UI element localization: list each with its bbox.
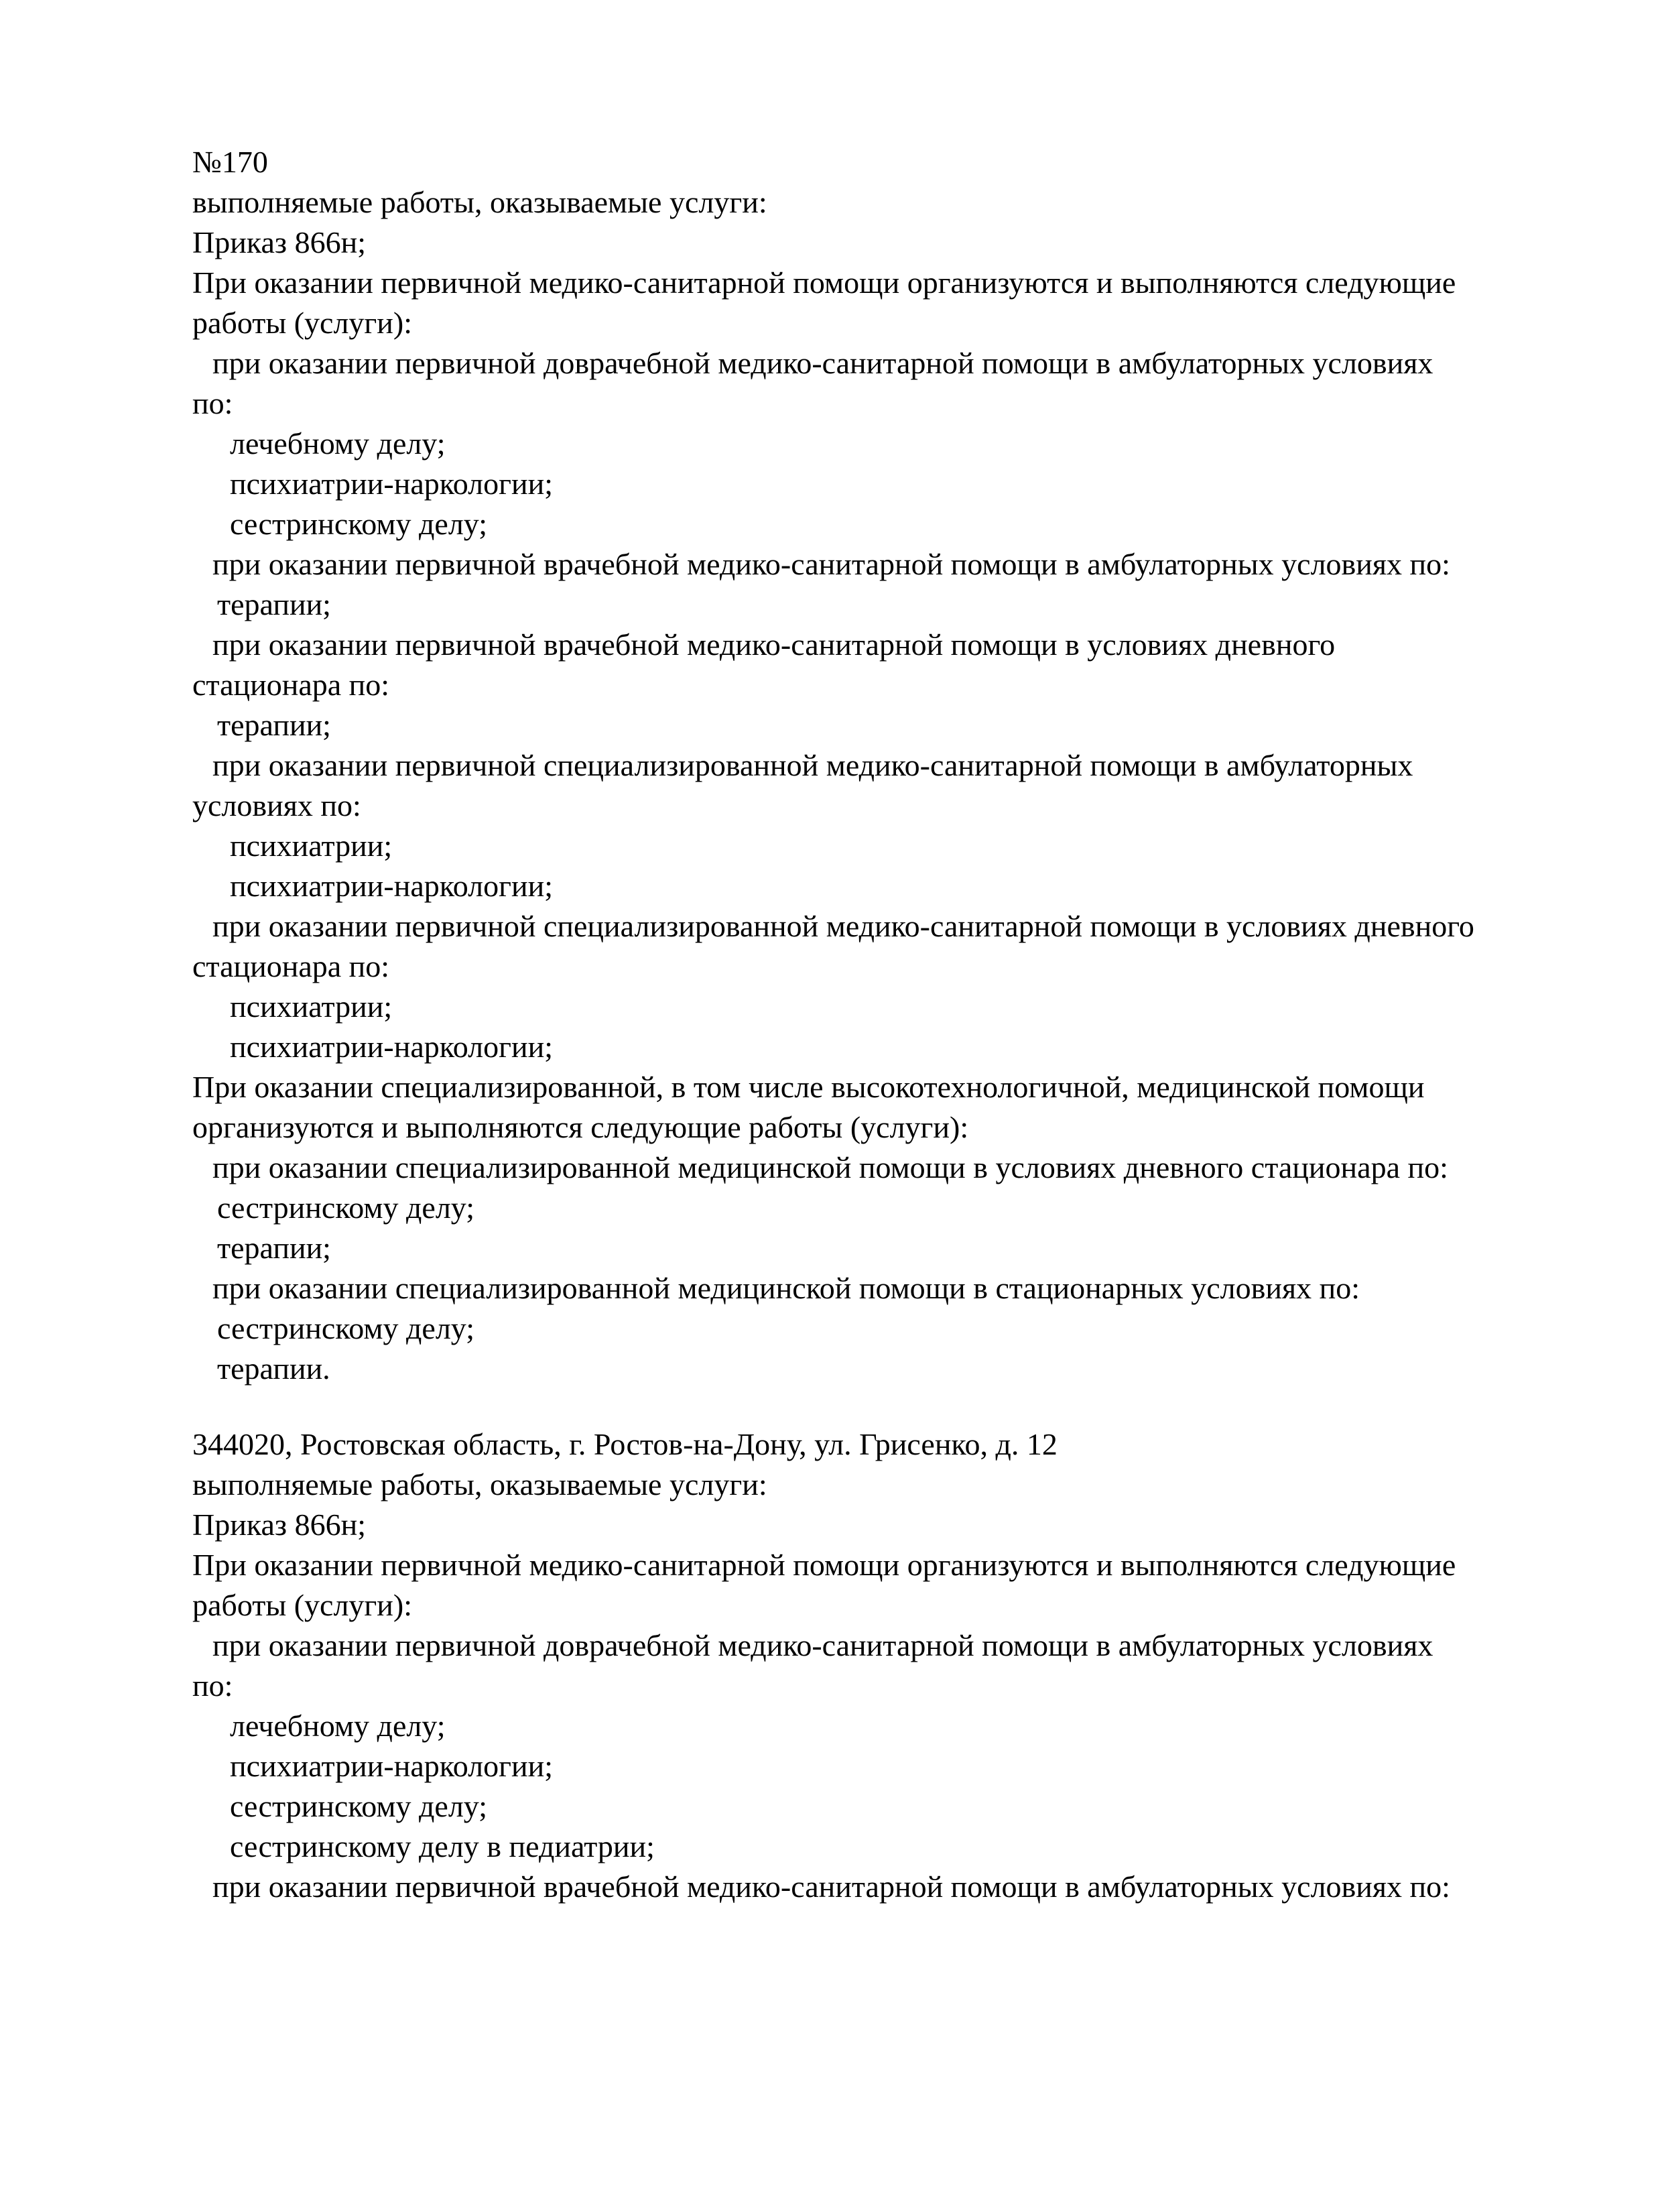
doc-line: сестринскому делу; xyxy=(217,1311,474,1345)
doc-line: 344020, Ростовская область, г. Ростов-на-Дону, ул. Грисенко, д. 12 xyxy=(192,1427,1058,1461)
doc-line: терапии; xyxy=(217,1231,331,1265)
doc-line: выполняемые работы, оказываемые услуги: xyxy=(192,1467,767,1501)
doc-line: терапии; xyxy=(217,587,331,621)
doc-line: терапии; xyxy=(217,708,331,742)
doc-line: лечебному делу; xyxy=(230,1709,446,1743)
doc-line: сестринскому делу; xyxy=(230,1789,487,1823)
doc-line: сестринскому делу в педиатрии; xyxy=(230,1829,655,1863)
doc-line: при оказании первичной врачебной медико-санитарной помощи в амбулаторных условиях по: xyxy=(212,1869,1450,1904)
doc-line: при оказании первичной врачебной медико-санитарной помощи в условиях дневного xyxy=(212,627,1336,662)
doc-line: психиатрии-наркологии; xyxy=(230,869,553,903)
doc-line: Приказ 866н; xyxy=(192,1508,366,1542)
doc-line: Приказ 866н; xyxy=(192,225,366,259)
doc-line: психиатрии-наркологии; xyxy=(230,1030,553,1064)
doc-line: условиях по: xyxy=(192,788,361,822)
doc-line: сестринскому делу; xyxy=(230,507,487,541)
doc-line: При оказании первичной медико-санитарной помощи организуются и выполняются следующие xyxy=(192,1548,1456,1582)
doc-line: при оказании первичной доврачебной медико-санитарной помощи в амбулаторных условиях xyxy=(212,346,1433,380)
doc-line: №170 xyxy=(192,145,268,179)
doc-line: стационара по: xyxy=(192,949,390,983)
doc-line: психиатрии-наркологии; xyxy=(230,1749,553,1783)
license-text-block xyxy=(192,142,1533,1907)
doc-line: работы (услуги): xyxy=(192,306,412,340)
doc-line: при оказании первичной доврачебной медико-санитарной помощи в амбулаторных условиях xyxy=(212,1628,1433,1662)
doc-line: по: xyxy=(192,386,233,420)
doc-line: при оказании первичной специализированной медико-санитарной помощи в амбулаторных xyxy=(212,748,1413,782)
doc-line: выполняемые работы, оказываемые услуги: xyxy=(192,185,767,219)
doc-line: терапии. xyxy=(217,1351,330,1386)
doc-line: при оказании первичной специализированной медико-санитарной помощи в условиях дневного xyxy=(212,909,1474,943)
doc-line: При оказании специализированной, в том числе высокотехнологичной, медицинской помощи xyxy=(192,1070,1425,1104)
doc-line: сестринскому делу; xyxy=(217,1190,474,1225)
doc-line: при оказании первичной врачебной медико-санитарной помощи в амбулаторных условиях по: xyxy=(212,547,1450,581)
doc-line: организуются и выполняются следующие работы (услуги): xyxy=(192,1110,969,1144)
doc-line: При оказании первичной медико-санитарной помощи организуются и выполняются следующие xyxy=(192,265,1456,300)
doc-line: по: xyxy=(192,1668,233,1703)
doc-line: при оказании специализированной медицинской помощи в условиях дневного стационара по: xyxy=(212,1150,1448,1184)
doc-line: психиатрии-наркологии; xyxy=(230,467,553,501)
doc-line: работы (услуги): xyxy=(192,1588,412,1622)
doc-line: психиатрии; xyxy=(230,989,393,1024)
doc-line: психиатрии; xyxy=(230,828,393,863)
doc-line: при оказании специализированной медицинской помощи в стационарных условиях по: xyxy=(212,1271,1360,1305)
section-gap xyxy=(192,1389,1533,1424)
doc-line: стационара по: xyxy=(192,668,390,702)
doc-line: лечебному делу; xyxy=(230,426,446,460)
